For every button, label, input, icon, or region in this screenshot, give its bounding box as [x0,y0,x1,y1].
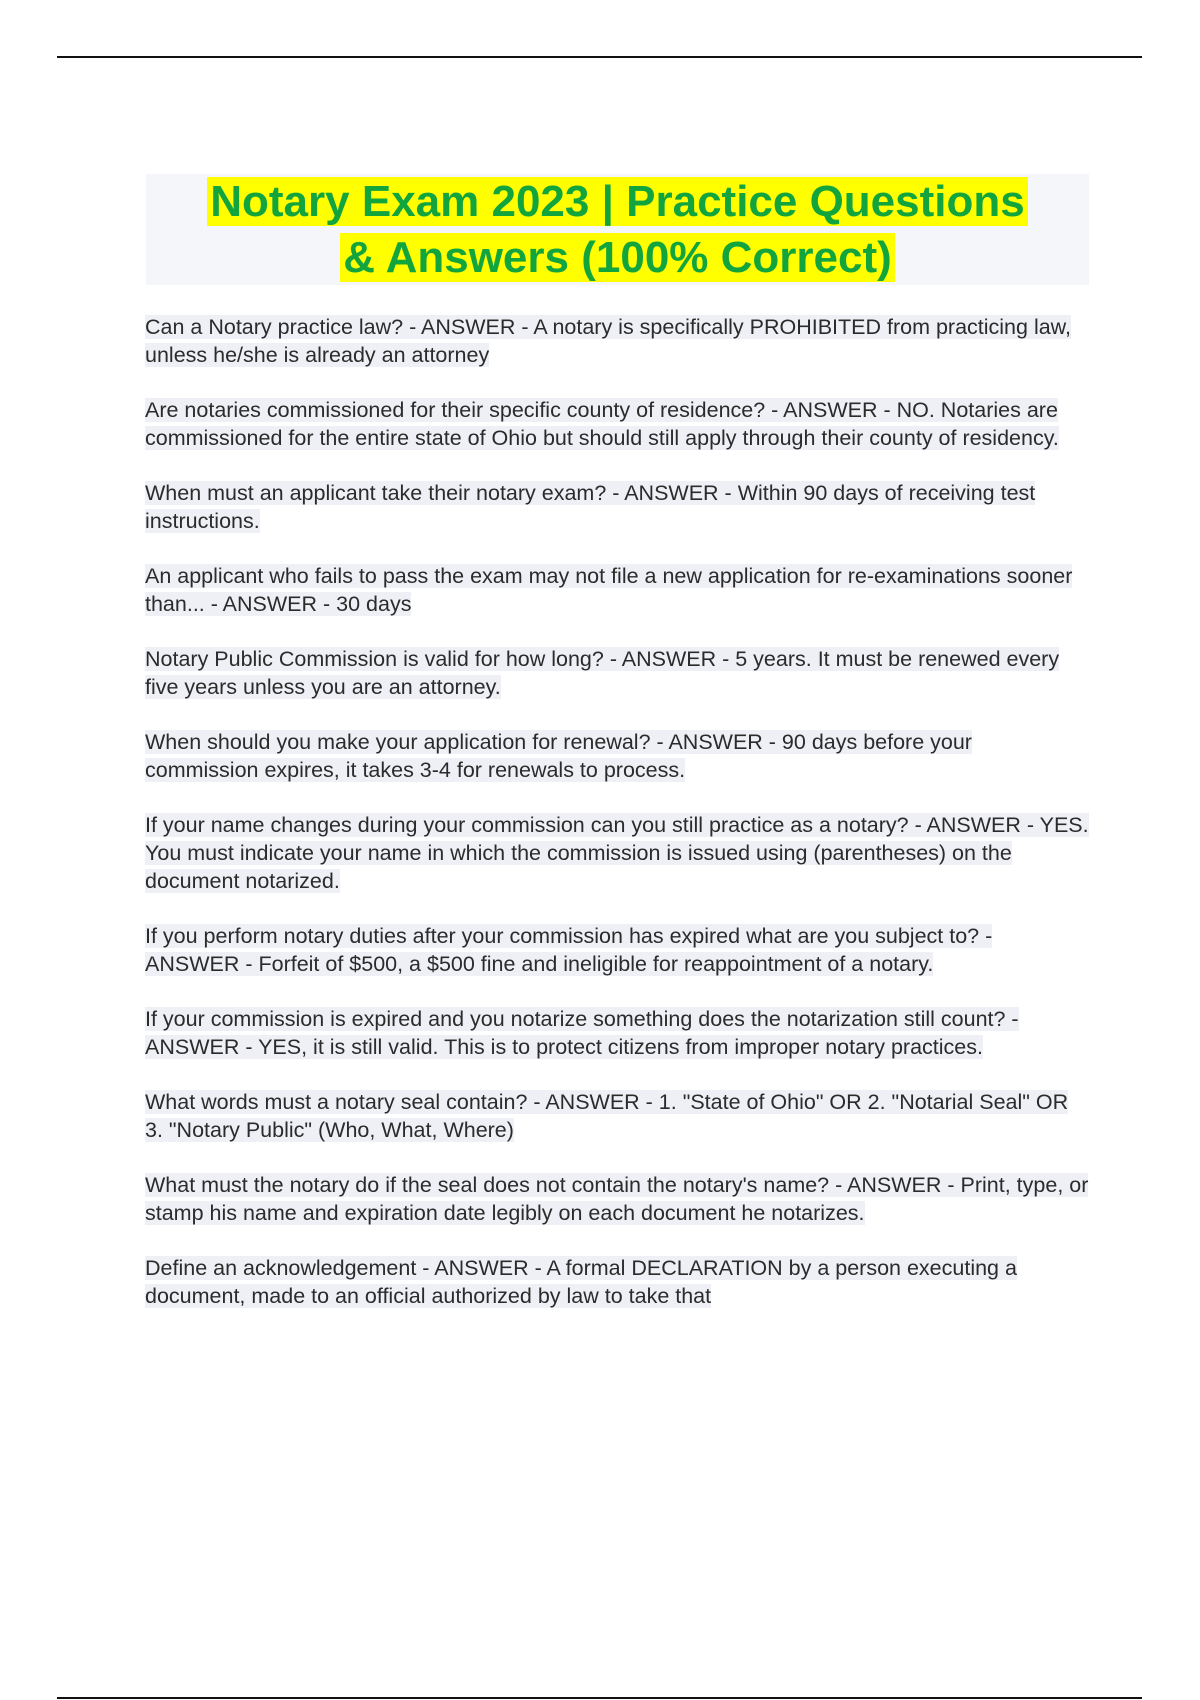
qa-item [145,1005,1090,1061]
qa-item [145,811,1090,895]
qa-text: An applicant who fails to pass the exam may not file a new application for re-examinations sooner than... - ANSWER - 30 days [145,564,1073,616]
qa-item [145,1088,1090,1144]
qa-item [145,396,1090,452]
qa-item [145,922,1090,978]
qa-item [145,562,1090,618]
qa-text: What words must a notary seal contain? - ANSWER - 1. "State of Ohio" OR 2. "Notarial Seal" OR 3. "Notary Public" (Who, What, Where) [145,1090,1069,1142]
qa-text: If your name changes during your commission can you still practice as a notary? - ANSWER - YES. You must indicate your name in which the commission is issued using (parentheses) on the document notarized. [145,813,1089,893]
title-line-2: & Answers (100% Correct) [340,233,895,282]
qa-text: Are notaries commissioned for their specific county of residence? - ANSWER - NO. Notaries are commissioned for the entire state of Ohio but should still apply through their county of residency. [145,398,1059,450]
top-rule [57,56,1142,58]
qa-item [145,313,1090,369]
qa-item [145,1254,1090,1310]
qa-text: When should you make your application for renewal? - ANSWER - 90 days before your commission expires, it takes 3-4 for renewals to process. [145,730,972,782]
document-title [146,174,1089,286]
qa-text: What must the notary do if the seal does not contain the notary's name? - ANSWER - Print, type, or stamp his name and expiration date legibly on each document he notarizes. [145,1173,1089,1225]
bottom-rule [57,1697,1142,1699]
qa-text: Can a Notary practice law? - ANSWER - A notary is specifically PROHIBITED from practicing law, unless he/she is already an attorney [145,315,1071,367]
title-line-1: Notary Exam 2023 | Practice Questions [207,177,1027,226]
qa-list [145,313,1090,1337]
qa-text: Define an acknowledgement - ANSWER - A formal DECLARATION by a person executing a document, made to an official authorized by law to take that [145,1256,1017,1308]
qa-item [145,1171,1090,1227]
qa-item [145,479,1090,535]
qa-text: If you perform notary duties after your commission has expired what are you subject to? - ANSWER - Forfeit of $500, a $500 fine and ineligible for reappointment of a notary. [145,924,993,976]
qa-item [145,645,1090,701]
qa-text: When must an applicant take their notary exam? - ANSWER - Within 90 days of receiving test instructions. [145,481,1036,533]
qa-item [145,728,1090,784]
qa-text: If your commission is expired and you notarize something does the notarization still count? - ANSWER - YES, it is still valid. This is to protect citizens from improper notary practices. [145,1007,1019,1059]
qa-text: Notary Public Commission is valid for how long? - ANSWER - 5 years. It must be renewed every five years unless you are an attorney. [145,647,1060,699]
